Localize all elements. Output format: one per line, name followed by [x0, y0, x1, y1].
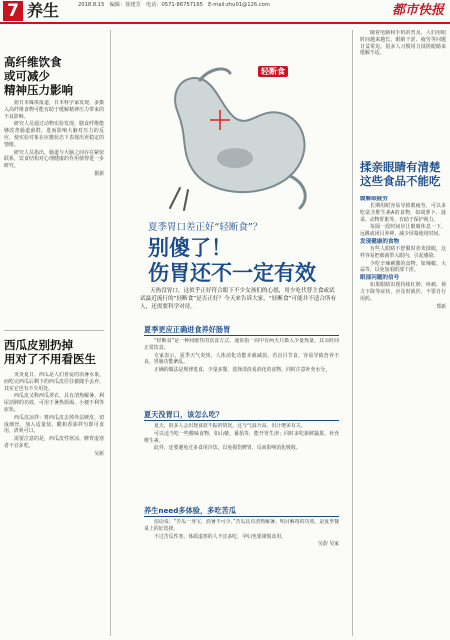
article2-para: 西瓜皮又称西瓜翠衣，具有清热解暑、利尿消肿的功效，可用于暑热烦渴、小便不利等症状。: [4, 393, 104, 413]
section1-body: [144, 338, 339, 404]
section2-para: 可以适当吃一些酸味食物，如山楂、番茄等，能开胃生津；同时多吃新鲜蔬果，补充维生素。: [144, 430, 339, 444]
article-title: 别傻了！ 伤胃还不一定有效: [148, 236, 316, 285]
right-subhead-3: 眼部问题的信号: [360, 275, 400, 282]
section3-para: 俗话说：“苦瓜一身宝，消暑不可少。”苦瓜具有清热解暑、明目解毒的功效，是夏季餐桌上的好选择。: [144, 519, 339, 532]
section3-sign: 吴韵 吴家: [317, 541, 339, 548]
section3-para: 不过苦瓜性寒，体质虚寒的人不宜多吃，孕妇也要谨慎食用。: [154, 533, 287, 540]
article1-para: 研究人员指出，肠道与大脑之间存在紧密联系，饮食结构对心理健康的作用值得进一步研究。: [4, 149, 104, 170]
right-sign: 郑新: [436, 303, 446, 310]
illustration-label: 轻断食: [258, 66, 288, 77]
right-article-title: 揉亲眼睛有清楚 这些食品不能吃: [360, 160, 441, 188]
article2-title: 西瓜皮别扔掉 用对了不用看医生: [4, 338, 96, 366]
section3-body: [144, 519, 339, 634]
section2-para: 夏天，很多人会出现食欲不振的情况，这与气温升高、出汗增多有关。: [154, 423, 306, 429]
right-para: 每隔一段时间应让眼睛休息一下，远眺或闭目养神，减少屏幕使用时间。: [360, 224, 446, 238]
article1-para: 研究人员通过动物实验发现，膳食纤维能够改善肠道菌群，进而影响大脑对压力的反应，使实验对象在应激状态下表现出更稳定的情绪。: [4, 121, 104, 148]
stomach-illustration: [140, 58, 340, 218]
article1-sign: 据新: [94, 170, 104, 177]
right-intro: [360, 30, 446, 150]
right-article-body: [360, 196, 446, 634]
right-para: 如果眼睛出现持续红肿、疼痛、视力下降等症状，应及时就医，不要自行用药。: [360, 282, 446, 302]
section1-subhead: 夏季更应正确进食养好肠胃: [144, 325, 339, 336]
right-para: 少吃辛辣刺激的食物，如辣椒、大蒜等，以免加重眼部干涩。: [360, 260, 446, 274]
right-intro-para: 随着电脑和手机的普及，人们用眼时间越来越长，眼睛干涩、疲劳等问题日益常见。很多人习惯用力揉搓眼睛来缓解不适。: [360, 30, 446, 57]
section3-subhead: 养生need多体验，多吃苦瓜: [144, 506, 339, 517]
right-subhead-2: 发现健康的食物: [360, 238, 400, 245]
section1-para: 正确的做法是规律进食，少量多餐，选择清淡易消化的食物，同时注意补充水分。: [154, 367, 331, 374]
article-kicker: 夏季胃口差正好“轻断食”？: [148, 222, 263, 233]
article1-body: [4, 100, 104, 325]
column-rule-right: [352, 30, 353, 636]
header-meta: 2018.8.15 编辑：徐建芳 电话：0571-86757165 E-mail:zhu01@126.com: [78, 2, 270, 8]
column-rule-left: [110, 30, 111, 636]
article2-para: 需要注意的是，西瓜皮性寒凉，脾胃虚寒者不宜多吃。: [4, 436, 104, 449]
article2-body: [4, 372, 104, 634]
masthead: 都市快报: [391, 3, 444, 18]
article1-title: 高纤维饮食 或可减少 精神压力影响: [4, 55, 73, 97]
section2-para: 此外，还要避免过多食用冷饮，以免损伤脾胃，反而影响消化吸收。: [154, 445, 301, 452]
section2-subhead: 夏天没胃口，该怎么吃？: [144, 410, 339, 421]
section-name: 养生: [27, 1, 60, 20]
left-divider: [4, 330, 104, 331]
article2-para: 炎炎夏日，西瓜是人们喜爱的消暑水果，而吃完西瓜后剩下的西瓜皮往往被随手丢弃，其实它也有不少用处。: [4, 372, 104, 392]
page-number: 7: [3, 1, 23, 21]
article1-para: 据日本媒体报道，日本科学家发现，多摄入高纤维食物可能有助于缓解精神压力带来的不良影响。: [4, 100, 104, 120]
section1-para: “轻断食”是一种间歇性的饮食方式，通常指一周中有两天只摄入少量热量，其余时间正常饮食。: [144, 338, 339, 351]
article2-sign: 吴新: [94, 450, 104, 457]
section2-body: [144, 423, 339, 498]
right-para: 有些人眼睛不舒服时喜欢揉眼，这样容易把细菌带入眼内，引起感染。: [360, 245, 446, 259]
right-subhead-1: 缓解眼疲劳: [360, 196, 388, 202]
right-para: 长期用眼容易导致眼疲劳，可以多吃富含维生素A的食物，如胡萝卜、菠菜、动物肝脏等，有助于保护视力。: [360, 203, 446, 223]
header-rule: [0, 22, 450, 24]
article2-para: 西瓜皮凉拌：将西瓜皮去掉外层硬皮，切成细丝，加入适量盐、醋和香油拌匀即可食用，清爽可口。: [4, 414, 104, 435]
article-lead: 天热没胃口，这似乎正好符合眼下不少女孩们的心愿，用少吃代替主食或试试最近流行的“轻断食”是否正好？今天来告诉大家，“轻断食”可能并不适合所有人，还需要科学对待。: [140, 288, 337, 310]
section1-para: 专家表示，夏季天气炎热，人体消化功能本就减弱，若盲目节食，容易导致营养不良、胃肠功能紊乱。: [144, 352, 339, 366]
